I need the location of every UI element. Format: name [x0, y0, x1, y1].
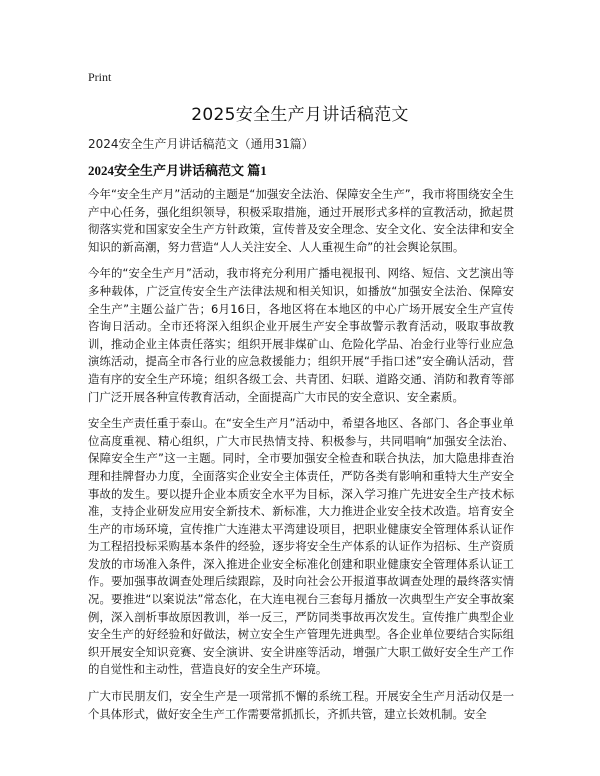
paragraph-2: 今年的“安全生产月”活动，我市将充分利用广播电视报刊、网络、短信、文艺演出等多种载体，广泛宣传安全生产法律法规和相关知识，如播放“加强安全法治、保障安全生产”主题公益广告；6月16日，各地区将在本地区的中心广场开展安全生产宣传咨询日活动。全市还将深入组织企业开展生产安全事故警示教育活动，吸取事故教训，推动企业主体责任落实；组织开展非煤矿山、危险化学品、冶金行业等行业应急演练活动，提高全市各行业的应急救援能力；组织开展“手指口述”安全确认活动，营造有序的安全生产环境；组织各级工会、共青团、妇联、道路交通、消防和教育等部门广泛开展各种宣传教育活动，全面提高广大市民的安全意识、安全素质。: [88, 266, 514, 404]
paragraph-3: 安全生产责任重于泰山。在“安全生产月”活动中，希望各地区、各部门、各企事业单位高度重视、精心组织，广大市民热情支持、积极参与，共同唱响“加强安全法治、保障安全生产”这一主题。同时，全市要加强安全检查和联合执法，加大隐患排查治理和挂牌督办力度，全面落实企业安全主体责任，严防各类有影响和重特大生产安全事故的发生。要以提升企业本质安全水平为目标，深入学习推广先进安全生产技术标准，支持企业研发应用安全新技术、新标准，大力推进企业安全技术改造。培育安全生产的市场环境，宣传推广大连港太平湾建设项目，把职业健康安全管理体系认证作为工程招投标采购基本条件的经验，逐步将安全生产体系的认证作为招标、生产资质发放的市场准入条件，深入推进企业安全标准化创建和职业健康安全管理体系认证工作。要加强事故调查处理后续跟踪，及时向社会公开报道事故调查处理的最终落实情况。要推进“以案说法”常态化，在大连电视台三套每月播放一次典型生产安全事故案例，深入剖析事故原因教训，举一反三，严防同类事故再次发生。宣传推广典型企业安全生产的好经验和好做法，树立安全生产管理先进典型。各企业单位要结合实际组织开展安全知识竞赛、安全演讲、安全讲座等活动，增强广大职工做好安全生产工作的自觉性和主动性，营造良好的安全生产环境。: [88, 416, 514, 677]
document-title: 2025安全生产月讲话稿范文: [191, 105, 409, 125]
document-subtitle: 2024安全生产月讲话稿范文（通用31篇）: [88, 137, 314, 151]
paragraph-1: 今年“安全生产月”活动的主题是“加强安全法治、保障安全生产”，我市将围绕安全生产中心任务，强化组织领导，积极采取措施，通过开展形式多样的宣教活动，掀起贯彻落实党和国家安全生产方针政策，宣传普及安全理念、安全文化、安全法律和安全知识的新高潮，努力营造“人人关注安全、人人重视生命”的社会舆论氛围。: [88, 187, 514, 254]
section-heading: 2024安全生产月讲话稿范文 篇1: [88, 163, 267, 178]
print-link[interactable]: Print: [88, 70, 112, 84]
paragraph-4: 广大市民朋友们，安全生产是一项常抓不懈的系统工程。开展安全生产月活动仅是一个具体形式，做好安全生产工作需要常抓抓长，齐抓共管，建立长效机制。安全: [88, 689, 514, 721]
article-body: [88, 186, 514, 732]
